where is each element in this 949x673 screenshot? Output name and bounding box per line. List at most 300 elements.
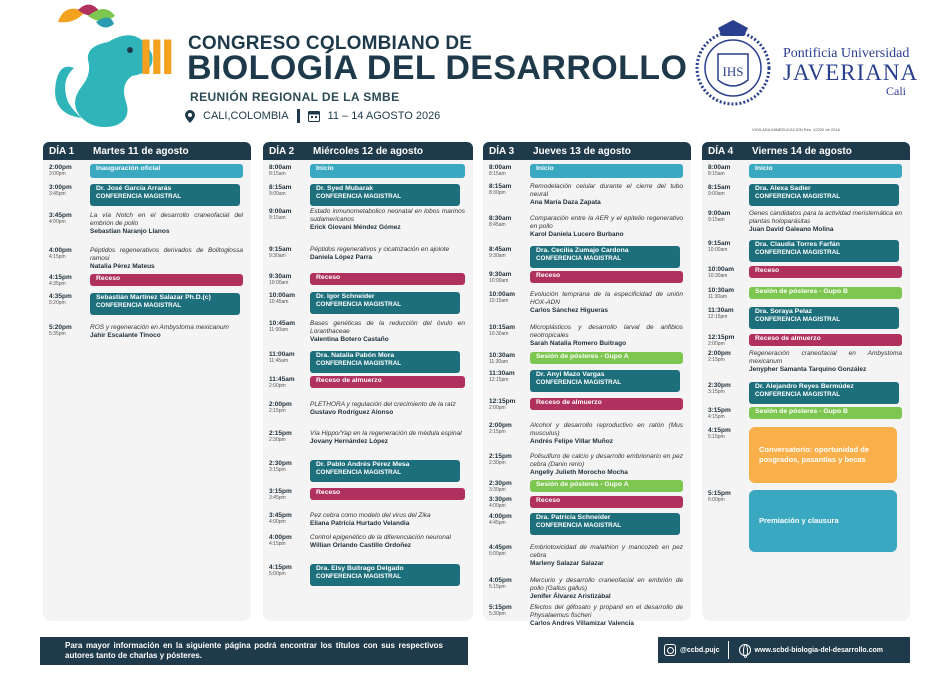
time-slot (708, 210, 730, 224)
end-time: 12:15pm (708, 314, 728, 320)
talk (310, 320, 465, 344)
time-slot (708, 287, 734, 301)
time-slot (489, 164, 511, 178)
talk-author: Erick Giovani Méndez Gómez (310, 224, 401, 231)
divider (728, 641, 729, 659)
time-slot (269, 351, 295, 365)
talk-author: Karol Daniela Lucero Burbano (530, 231, 624, 238)
block-title: Sebastián Martínez Salazar Ph.D.(c) (96, 294, 211, 301)
talk-title: Microplásticos y desarrollo larval de anfibios neotropicales (530, 324, 683, 339)
time-slot (489, 246, 511, 260)
end-time: 3:30pm (489, 487, 506, 493)
talk-author: Ana María Daza Zapata (530, 199, 601, 206)
block-title: Dr. Igor Schneider (316, 293, 375, 300)
block-title: Receso de almuerzo (755, 335, 821, 342)
talk-author: Juan David Galeano Molina (749, 226, 834, 233)
talk-author: Carlos Sánchez Higueras (530, 307, 609, 314)
time-slot (708, 164, 730, 178)
event-block (530, 164, 683, 178)
end-time: 2:15pm (269, 408, 286, 414)
time-slot (269, 512, 292, 526)
start-time: 2:15pm (269, 430, 292, 437)
end-time: 4:45pm (489, 520, 506, 526)
day-label: DÍA 2 (269, 145, 295, 157)
time-slot (708, 382, 731, 396)
poster-session-block (530, 352, 683, 364)
end-time: 4:00pm (489, 503, 506, 509)
start-time: 8:00am (708, 164, 731, 171)
start-time: 9:15am (269, 246, 292, 253)
time-slot (489, 183, 511, 197)
time-slot (489, 544, 512, 558)
break-block (530, 496, 683, 508)
block-title: Dra. Claudia Torres Farfán (755, 241, 840, 248)
end-time: 9:00am (708, 191, 725, 197)
time-slot (269, 564, 292, 578)
start-time: 12:15pm (489, 398, 516, 405)
block-title: Sesión de pósteres - Gupo B (755, 408, 848, 415)
talk (530, 215, 683, 239)
start-time: 2:15pm (489, 453, 512, 460)
time-slot (269, 320, 295, 334)
day-header (702, 142, 910, 160)
start-time: 2:30pm (489, 480, 512, 487)
break-block (310, 273, 465, 285)
start-time: 11:30am (489, 370, 515, 377)
end-time: 10:30am (489, 331, 509, 337)
globe-icon (739, 644, 751, 656)
talk-author: Gustavo Rodríguez Alonso (310, 409, 394, 416)
event-block (310, 164, 465, 178)
start-time: 2:00pm (269, 401, 292, 408)
end-time: 2:00pm (489, 405, 506, 411)
instagram-icon (664, 644, 676, 656)
keynote-block (310, 460, 460, 482)
day-column (702, 142, 910, 621)
end-time: 3:45pm (269, 495, 286, 501)
day-column (263, 142, 473, 621)
talk-title: Mercurio y desarrollo craneofacial en embrión de pollo (Gallus gallus) (530, 577, 683, 592)
start-time: 5:20pm (49, 324, 72, 331)
talk-author: Jenifer Álvarez Aristizábal (530, 593, 611, 600)
talk (310, 246, 465, 262)
start-time: 11:30am (708, 307, 734, 314)
start-time: 10:00am (269, 292, 296, 299)
break-block (530, 398, 683, 410)
time-slot (49, 184, 72, 198)
block-title: Receso (536, 497, 561, 504)
end-time: 2:00pm (269, 383, 286, 389)
start-time: 9:30am (489, 271, 512, 278)
poster-session-block (749, 287, 902, 299)
block-subtitle: CONFERENCIA MAGISTRAL (536, 255, 622, 262)
block-title: Dra. Patricia Schneider (536, 514, 611, 521)
day-column (483, 142, 691, 627)
start-time: 8:00am (489, 164, 512, 171)
end-time: 5:35pm (49, 331, 66, 337)
time-slot (708, 334, 734, 348)
congress-edition: III (139, 29, 172, 85)
end-time: 10:00am (269, 280, 289, 286)
break-block (310, 488, 465, 500)
talk (749, 210, 902, 234)
divider (297, 109, 300, 123)
talk-title: Alcohol y desarrollo reproductivo en ratón (Mus musculus) (530, 422, 683, 437)
time-slot (269, 460, 292, 474)
talk-title: Péptidos regenerativos y cicatrización en ajolote (310, 246, 450, 253)
end-time: 11:45am (269, 358, 289, 364)
congress-title-line1: CONGRESO COLOMBIANO DE (188, 33, 473, 54)
talk (310, 534, 465, 550)
talk (310, 208, 465, 232)
university-seal-icon (688, 18, 778, 110)
talk-author: Carlos Andres Villamizar Valencia (530, 620, 635, 627)
start-time: 3:00pm (49, 184, 72, 191)
talk-title: Genes candidatos para la actividad meristemática en plantas holoparásitas (749, 210, 902, 225)
event-block (749, 427, 897, 483)
start-time: 4:45pm (489, 544, 512, 551)
start-time: 3:45pm (49, 212, 72, 219)
keynote-block (90, 293, 240, 315)
end-time: 5:00pm (269, 571, 286, 577)
start-time: 8:15am (269, 184, 292, 191)
instagram-handle[interactable]: @ccbd.pujc (680, 646, 720, 654)
website-link[interactable]: www.scbd-biologia-del-desarrollo.com (754, 646, 883, 654)
block-subtitle: CONFERENCIA MAGISTRAL (755, 193, 841, 200)
block-title: Dra. Elsy Buitrago Delgado (316, 565, 404, 572)
end-time: 10:00am (489, 278, 509, 284)
time-slot (269, 246, 291, 260)
block-title: Receso (316, 274, 341, 281)
talk (90, 247, 243, 271)
talk (90, 212, 243, 236)
end-time: 5:00pm (489, 551, 506, 557)
talk (310, 401, 465, 417)
time-slot (49, 247, 72, 261)
talk-title: Pez cebra como modelo del virus del Zika (310, 512, 431, 519)
start-time: 10:00am (708, 266, 735, 273)
talk (530, 604, 683, 628)
day-header (483, 142, 691, 160)
talk-author: Angelly Julieth Morocho Mocha (530, 469, 628, 476)
end-time: 8:45am (489, 222, 506, 228)
talk-author: Valentina Botero Castaño (310, 336, 389, 343)
end-time: 4:15pm (708, 414, 725, 420)
end-time: 8:15am (269, 171, 286, 177)
block-subtitle: CONFERENCIA MAGISTRAL (316, 301, 402, 308)
block-title: Dra. Cecilia Zumajo Cardona (536, 247, 629, 254)
start-time: 2:00pm (489, 422, 512, 429)
time-slot (708, 184, 730, 198)
block-title: Receso (96, 275, 121, 282)
day-label: DÍA 3 (489, 145, 515, 157)
block-title: Inicio (316, 165, 334, 172)
time-slot (49, 212, 72, 226)
end-time: 5:30pm (489, 611, 506, 617)
time-slot (269, 164, 291, 178)
poster-session-block (530, 480, 683, 492)
day-header (43, 142, 251, 160)
keynote-block (749, 184, 899, 206)
start-time: 3:15pm (708, 407, 731, 414)
talk-title: Bases genéticas de la reducción del óvulo en Loranthaceae (310, 320, 465, 335)
talk (530, 577, 683, 601)
block-title: Receso de almuerzo (316, 377, 382, 384)
block-subtitle: CONFERENCIA MAGISTRAL (316, 573, 402, 580)
time-slot (708, 490, 731, 504)
end-time: 5:15pm (489, 584, 506, 590)
block-title: Conversatorio: oportunidad de posgrados, pasantías y becas (759, 445, 870, 464)
end-time: 2:30pm (489, 460, 506, 466)
keynote-block (90, 184, 240, 206)
block-title: Receso (755, 267, 780, 274)
talk-author: Marleny Salazar Salazar (530, 560, 604, 567)
talk (90, 324, 243, 340)
block-title: Dr. Syed Mubarak (316, 185, 374, 192)
time-slot (489, 398, 515, 412)
end-time: 4:00pm (269, 519, 286, 525)
end-time: 5:20pm (49, 300, 66, 306)
start-time: 9:00am (269, 208, 292, 215)
event-block (749, 490, 897, 552)
time-slot (489, 453, 512, 467)
time-slot (269, 376, 295, 390)
end-time: 10:45am (269, 299, 289, 305)
start-time: 2:30pm (269, 460, 292, 467)
event-block (90, 164, 243, 178)
end-time: 10:00am (708, 247, 728, 253)
keynote-block (310, 292, 460, 314)
block-subtitle: CONFERENCIA MAGISTRAL (755, 391, 841, 398)
talk (530, 544, 683, 568)
start-time: 4:35pm (49, 293, 72, 300)
talk-author: Jahir Escalante Tinoco (90, 332, 161, 339)
day-date: Jueves 13 de agosto (533, 145, 631, 157)
start-time: 8:15am (708, 184, 731, 191)
time-slot (708, 240, 730, 254)
block-title: Inauguración oficial (96, 165, 161, 172)
end-time: 9:15am (708, 217, 725, 223)
block-subtitle: CONFERENCIA MAGISTRAL (316, 360, 402, 367)
end-time: 9:00am (269, 191, 286, 197)
block-subtitle: CONFERENCIA MAGISTRAL (536, 379, 622, 386)
map-pin-icon (185, 110, 195, 123)
day-date: Martes 11 de agosto (93, 145, 189, 157)
start-time: 3:15pm (269, 488, 292, 495)
talk (310, 512, 465, 528)
talk-title: La vía Notch en el desarrollo craneofacial del embrión de pollo (90, 212, 243, 227)
end-time: 3:45pm (49, 191, 66, 197)
university-line1: Pontificia Universidad (783, 46, 910, 61)
block-subtitle: CONFERENCIA MAGISTRAL (96, 302, 182, 309)
start-time: 9:00am (708, 210, 731, 217)
university-city: Cali (886, 84, 906, 98)
end-time: 11:30am (708, 294, 728, 300)
end-time: 12:15pm (489, 377, 509, 383)
time-slot (489, 352, 515, 366)
time-slot (708, 427, 731, 441)
day-label: DÍA 1 (49, 145, 75, 157)
block-subtitle: CONFERENCIA MAGISTRAL (536, 522, 622, 529)
block-title: Premiación y clausura (759, 516, 839, 525)
keynote-block (749, 382, 899, 404)
start-time: 4:00pm (489, 513, 512, 520)
end-time: 3:15pm (708, 389, 725, 395)
day-date: Miércoles 12 de agosto (313, 145, 424, 157)
start-time: 3:30pm (489, 496, 512, 503)
keynote-block (310, 184, 460, 206)
talk-title: Remodelación celular durante el cierre del tubo neural (530, 183, 683, 198)
block-subtitle: CONFERENCIA MAGISTRAL (316, 193, 402, 200)
break-block (749, 266, 902, 278)
talk-author: Andrés Felipe Villar Muñoz (530, 438, 613, 445)
time-slot (489, 480, 512, 494)
block-title: Inicio (755, 165, 773, 172)
start-time: 2:30pm (708, 382, 731, 389)
talk-title: Control epigenético de la diferenciación neuronal (310, 534, 451, 541)
end-time: 2:15pm (708, 357, 725, 363)
talk (530, 183, 683, 207)
start-time: 10:30am (489, 352, 516, 359)
talk-title: Regeneración craneofacial en Ambystoma mexicanum (749, 350, 902, 365)
talk-title: Polisulfuro de calcio y desarrollo embrionario en pez cebra (Danio rerio) (530, 453, 683, 468)
time-slot (489, 370, 515, 384)
end-time: 11:30am (489, 359, 509, 365)
start-time: 8:45am (489, 246, 512, 253)
block-subtitle: CONFERENCIA MAGISTRAL (755, 316, 841, 323)
time-slot (269, 430, 292, 444)
block-title: Sesión de pósteres - Gupo A (536, 481, 629, 488)
time-slot (269, 488, 292, 502)
header (0, 0, 949, 140)
time-slot (49, 274, 72, 288)
break-block (749, 334, 902, 346)
start-time: 4:15pm (49, 274, 72, 281)
start-time: 4:00pm (49, 247, 72, 254)
time-slot (489, 422, 512, 436)
start-time: 3:45pm (269, 512, 292, 519)
talk-author: Daniela López Parra (310, 254, 373, 261)
start-time: 2:00pm (708, 350, 731, 357)
block-title: Sesión de pósteres - Gupo B (755, 288, 848, 295)
location-text: CALI,COLOMBIA (203, 110, 289, 122)
keynote-block (749, 240, 899, 262)
block-title: Dr. José García Arrarás (96, 185, 172, 192)
start-time: 10:15am (489, 324, 516, 331)
talk-author: Willian Orlando Castillo Ordoñez (310, 542, 412, 549)
end-time: 10:30am (708, 273, 728, 279)
talk-author: Sarah Natalia Romero Buitrago (530, 340, 627, 347)
start-time: 8:15am (489, 183, 512, 190)
block-title: Dr. Pablo Andrés Pérez Mesa (316, 461, 410, 468)
talk-title: Vía Hippo/Yap en la regeneración de médula espinal (310, 430, 462, 437)
end-time: 10:15am (489, 298, 509, 304)
calendar-icon (308, 110, 320, 122)
talk (530, 291, 683, 315)
talk (310, 430, 465, 446)
end-time: 2:30pm (269, 437, 286, 443)
footer-contact (658, 637, 910, 663)
talk-title: Estado inmunometabolico neonatal en lobos marinos sudamericanos (310, 208, 465, 223)
time-slot (489, 513, 512, 527)
block-subtitle: CONFERENCIA MAGISTRAL (755, 249, 841, 256)
break-block (90, 274, 243, 286)
seal-monogram: IHS (722, 64, 744, 79)
end-time: 4:15pm (269, 541, 286, 547)
time-slot (708, 307, 734, 321)
talk-title: Comparación entre la AER y el epitelio regenerativo en pollo (530, 215, 683, 230)
keynote-block (310, 351, 460, 373)
block-title: Inicio (536, 165, 554, 172)
block-title: Dra. Alexa Sadier (755, 185, 811, 192)
end-time: 4:35pm (49, 281, 66, 287)
end-time: 9:15am (269, 215, 286, 221)
time-slot (489, 577, 512, 591)
talk-author: Eliana Patricia Hurtado Velandia (310, 520, 410, 527)
start-time: 9:30am (269, 273, 292, 280)
end-time: 2:15pm (489, 429, 506, 435)
talk (530, 422, 683, 446)
time-slot (489, 271, 511, 285)
day-header (263, 142, 473, 160)
footer-info: Para mayor información en la siguiente página podrá encontrar los títulos con sus respectivos autores tanto de charlas y pósteres. (40, 637, 468, 665)
dates-text: 11 – 14 AGOSTO 2026 (327, 110, 441, 122)
time-slot (49, 164, 72, 178)
start-time: 2:00pm (49, 164, 72, 171)
talk (530, 453, 683, 477)
talk-title: Evolución temprana de la especificidad de unión HOX-ADN (530, 291, 683, 306)
talk-title: Péptidos regenerativos derivados de Bolitoglossa ramosi (90, 247, 243, 262)
start-time: 4:00pm (269, 534, 292, 541)
time-slot (489, 496, 512, 510)
block-title: Sesión de pósteres - Gupo A (536, 353, 629, 360)
start-time: 8:30am (489, 215, 512, 222)
block-title: Receso (316, 489, 341, 496)
time-slot (269, 401, 292, 415)
start-time: 11:45am (269, 376, 295, 383)
time-slot (269, 292, 295, 306)
time-slot (708, 350, 731, 364)
end-time: 8:15am (708, 171, 725, 177)
end-time: 2:00pm (708, 341, 725, 347)
block-title: Dra. Soraya Pelaz (755, 308, 813, 315)
start-time: 10:30am (708, 287, 735, 294)
start-time: 4:15pm (708, 427, 731, 434)
talk-title: Embriotoxicidad de malathion y mancozeb en pez cebra (530, 544, 683, 559)
keynote-block (749, 307, 899, 329)
talk (749, 350, 902, 374)
start-time: 12:15pm (708, 334, 735, 341)
start-time: 9:15am (708, 240, 731, 247)
block-title: Receso de almuerzo (536, 399, 602, 406)
end-time: 4:15pm (49, 254, 66, 260)
event-block (749, 164, 902, 178)
end-time: 6:00pm (708, 497, 725, 503)
talk-title: PLETHORA y regulación del crecimiento de la raíz (310, 401, 456, 408)
block-subtitle: CONFERENCIA MAGISTRAL (316, 469, 402, 476)
keynote-block (530, 370, 680, 392)
keynote-block (530, 513, 680, 535)
start-time: 5:15pm (708, 490, 731, 497)
congress-subtitle: REUNIÓN REGIONAL DE LA SMBE (190, 90, 400, 104)
time-slot (269, 273, 291, 287)
time-slot (269, 208, 291, 222)
talk-title: ROS y regeneración en Ambystoma mexicanum (90, 324, 229, 331)
start-time: 10:45am (269, 320, 296, 327)
time-slot (489, 215, 511, 229)
time-slot (708, 266, 734, 280)
end-time: 3:00pm (49, 171, 66, 177)
